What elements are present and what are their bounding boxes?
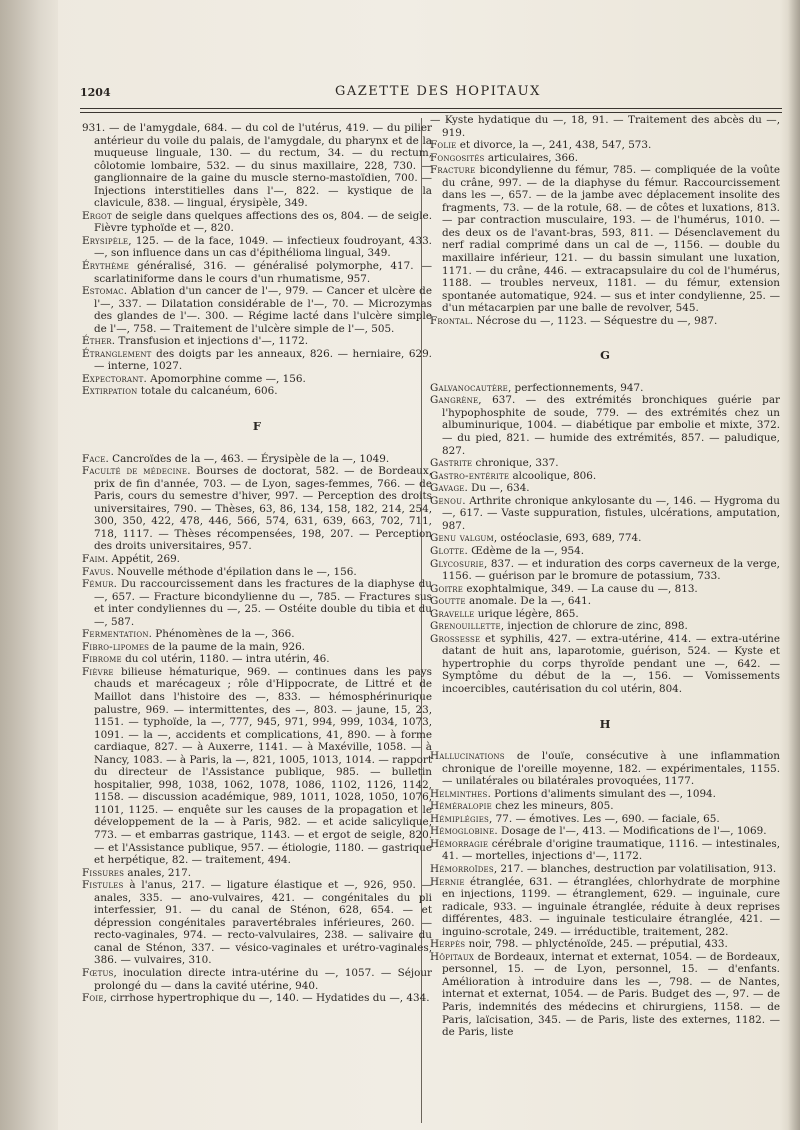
page-binding-shadow	[0, 0, 58, 1130]
index-entry	[82, 879, 432, 967]
section-letter: H	[599, 716, 611, 731]
entry-text: , 77. — émotives. Les —, 690. — faciale, 65.	[489, 812, 720, 825]
entry-text: cérébrale d'origine traumatique, 1116. — intestinales, 41. — mortelles, injections d'—, 1172.	[442, 837, 780, 863]
entry-text: . Dosage de l'—, 413. — Modifications de l'—, 1069.	[494, 825, 767, 838]
entry-text: chez les mineurs, 805.	[491, 800, 614, 813]
index-entry	[430, 495, 780, 533]
index-entry	[430, 152, 780, 165]
page-number: 1204	[80, 86, 111, 99]
index-entry	[430, 470, 780, 483]
entry-headword: Fibrome	[82, 653, 122, 666]
entry-headword: Glotte	[430, 544, 465, 557]
index-entry	[430, 788, 780, 801]
index-column-left	[82, 122, 432, 1005]
entry-text: . Nouvelle méthode d'épilation dans le —, 156.	[110, 565, 357, 578]
entry-text: noir, 798. — phlycténoïde, 245. — préputial, 433.	[465, 938, 728, 951]
entry-headword: Genou	[430, 494, 463, 507]
entry-text: . Nécrose du —, 1123. — Séquestre du —, 987.	[469, 314, 718, 327]
header-rule-thin	[80, 112, 782, 113]
entry-text: des doigts par les anneaux, 826. — herniaire, 629. — interne, 1027.	[94, 347, 432, 373]
entry-text: anales, 217.	[124, 866, 192, 879]
entry-text: , 125. — de la face, 1049. — infectieux foudroyant, 433. —, son influence dans un cas d'épithélioma lingual, 349.	[94, 234, 432, 260]
entry-text: bilieuse hématurique, 969. — continues dans les pays chauds et marécageux ; rôle d'Hippocrate, de Littré et de Maillot dans l'histoire des —, 833. — hémosphérinurique palustre, 969. — intermittentes, des —, 803. — jaune, 15, 23, 1151. — typhoïde, la —, 777, 945, 971, 994, 999, 1034, 1073, 1091. — la —, accidents et complications, 41, 890. — à forme cardiaque, 827. — à Auxerre, 1141. — à Maxéville, 1058. — à Nancy, 1083. — à Paris, la —, 821, 1005, 1013, 1014. — rapport du directeur de l'Assistance publique, 985. — bulletin hospitalier, 998, 1038, 1062, 1078, 1086, 1102, 1126, 1142, 1158. — discussion académique, 989, 1011, 1028, 1050, 1076, 1101, 1125. — enquête sur les causes de la propagation et le développement de la — à Paris, 982. — et acide salicylique, 773. — et embarras gastrique, 1143. — et ergot de seigle, 820. — et l'Assistance publique, 957. — étiologie, 1180. — gastrique et herpétique, 82. — traitement, 494.	[94, 665, 432, 867]
index-entry	[82, 578, 432, 628]
index-entry	[82, 465, 432, 553]
section-letter: F	[252, 419, 262, 434]
entry-headword: Grossesse	[430, 632, 481, 645]
entry-headword: Gangrène	[430, 394, 479, 407]
entry-text: , injection de chlorure de zinc, 898.	[500, 620, 688, 633]
entry-headword: Hémoglobine	[430, 825, 495, 838]
index-entry	[430, 595, 780, 608]
index-entry	[82, 566, 432, 579]
entry-text: étranglée, 631. — étranglées, chlorhydrate de morphine en injections, 1199. — étranglement, 629. — inguinale, cure radicale, 933. — inguinale étranglée, réduite à deux reprises différentes, 483. — inguinale testiculaire étranglée, 421. — inguino-scrotale, 249. — irréductible, traitement, 282.	[442, 875, 780, 938]
entry-headword: Galvanocautère	[430, 381, 508, 394]
entry-text: , 217. — blanches, destruction par volatilisation, 913.	[493, 862, 777, 875]
index-entry	[82, 967, 432, 992]
entry-text: de seigle dans quelques affections des os, 804. — de seigle. Fièvre typhoïde et —, 820.	[94, 209, 432, 235]
index-entry	[82, 867, 432, 880]
entry-headword: Fissures	[82, 866, 125, 879]
index-entry	[430, 633, 780, 696]
entry-text: chronique, 337.	[472, 457, 559, 470]
entry-text: généralisé, 316. — généralisé polymorphe, 417. — scarlatiniforme dans le cours d'un rhumatisme, 957.	[94, 260, 432, 285]
entry-headword: Favus	[82, 565, 111, 578]
index-entry	[82, 628, 432, 641]
index-entry	[430, 457, 780, 470]
entry-headword: Gravelle	[430, 607, 475, 620]
entry-headword: Faim	[82, 552, 105, 565]
entry-text: . Du raccourcissement dans les fractures de la diaphyse du —, 657. — Fracture bicondylienne du —, 785. — Fractures sus et inter condyliennes du —, 25. — Ostéite double du tibia et du —, 587.	[94, 578, 432, 628]
entry-headword: Fistules	[82, 879, 124, 892]
entry-text: articulaires, 366.	[484, 151, 579, 164]
entry-headword: Extirpation	[82, 385, 138, 398]
entry-headword: Fœtus	[82, 967, 114, 979]
entry-headword: Goutte	[430, 595, 466, 608]
entry-headword: Hallucinations	[430, 750, 505, 763]
entry-text: . Œdème de la —, 954.	[464, 544, 585, 557]
entry-text: . Ablation d'un cancer de l'—, 979. — Cancer et ulcère de l'—, 337. — Dilatation considérable de l'—, 70. — Microzymas des glandes de l'—. 300. — Régime lacté dans l'ulcère simple de l'—, 758. — Traitement de l'ulcère simple de l'—, 505.	[94, 285, 432, 335]
entry-headword: Hémorragie	[430, 837, 489, 850]
entry-headword: Frontal	[430, 314, 470, 327]
entry-text: et syphilis, 427. — extra-utérine, 414. — extra-utérine datant de huit ans, laparotomie, guérison, 524. — Kyste et hypertrophie du corps thyroïde pendant une —, 642. — Symptôme du début de la —, 156. — Vomissements incoercibles, cautérisation du col utérin, 804.	[442, 632, 780, 695]
entry-headword: Gavage	[430, 482, 465, 495]
entry-headword: Faculté de médecine	[82, 465, 188, 478]
index-entry	[82, 653, 432, 666]
entry-headword: Fongosités	[430, 151, 485, 164]
entry-text: , perfectionnements, 947.	[507, 381, 644, 394]
entry-text: . Phénomènes de la —, 366.	[148, 628, 295, 641]
entry-headword: Foie	[82, 992, 104, 1005]
entry-headword: Fièvre	[82, 665, 114, 678]
entry-text: , ostéoclasie, 693, 689, 774.	[493, 532, 642, 545]
entry-headword: Face	[82, 452, 106, 465]
index-entry	[430, 813, 780, 826]
index-entry	[430, 532, 780, 545]
section-letter: G	[600, 348, 610, 363]
index-entry	[430, 382, 780, 395]
page-header	[80, 84, 780, 110]
entry-headword: Fermentation	[82, 628, 149, 641]
entry-text: du col utérin, 1180. — intra utérin, 46.	[121, 653, 330, 666]
entry-headword: Goitre	[430, 582, 464, 595]
entry-headword: Fracture	[430, 164, 476, 177]
index-entry	[82, 385, 432, 398]
entry-text: de l'ouïe, consécutive à une inflammation chronique de l'oreille moyenne, 182. — expérimentales, 1155. — unilatérales ou bilatérales provoquées, 1177.	[442, 750, 780, 788]
index-entry	[430, 620, 780, 633]
running-title: GAZETTE DES HOPITAUX	[335, 84, 541, 99]
entry-headword: Hémorroïdes	[430, 862, 494, 875]
entry-headword: Érythème	[82, 260, 130, 273]
index-entry	[430, 863, 780, 876]
entry-text: , cirrhose hypertrophique du —, 140. — Hydatides du —, 434.	[103, 992, 430, 1005]
entry-headword: Hôpitaux	[430, 950, 475, 963]
index-entry	[430, 583, 780, 596]
entry-headword: Erysipèle	[82, 234, 129, 247]
index-entry	[82, 260, 432, 285]
index-entry	[82, 641, 432, 654]
entry-text: à l'anus, 217. — ligature élastique et —, 926, 950. — anales, 335. — ano-vulvaires, 421. — congénitales du pli interfessier, 91. — du canal de Sténon, 628, 654. — et dépression congénitales paravertébrales inférieures, 260. — recto-vaginales, 974. — recto-valvulaires, 238. — salivaire du canal de Sténon, 337. — vésico-vaginales et urétro-vaginales, 386. — vulvaires, 310.	[94, 879, 432, 967]
entry-headword: Helminthes	[430, 787, 488, 800]
entry-text: exophtalmique, 349. — La cause du —, 813.	[463, 582, 698, 595]
entry-text: . Cancroïdes de la —, 463. — Érysipèle de la —, 1049.	[105, 452, 390, 465]
index-entry	[82, 453, 432, 466]
index-entry-continued: — Kyste hydatique du —, 18, 91. — Traitement des abcès du —, 919.	[430, 114, 780, 139]
index-entry	[82, 992, 432, 1005]
entry-headword: Genu valgum	[430, 532, 494, 545]
entry-headword: Hernie	[430, 875, 465, 888]
index-entry	[430, 315, 780, 328]
entry-text: de Bordeaux, internat et externat, 1054. — de Bordeaux, personnel, 15. — de Lyon, personnel, 15. — d'enfants. Amélioration à introduire dans les —, 798. — de Nantes, internat et externat, 1054. — de Paris. Budget des —, 97. — de Paris, indemnités des médecins et chirurgiens, 1158. — de Paris, laïcisation, 345. — de Paris, liste des externes, 1182. — de Paris, liste	[442, 950, 780, 1039]
entry-headword: Herpès	[430, 938, 466, 951]
entry-text: . Appétit, 269.	[105, 552, 180, 565]
index-column-right	[430, 114, 780, 1039]
entry-text: totale du calcanéum, 606.	[137, 385, 278, 398]
entry-text: alcoolique, 806.	[509, 469, 597, 482]
entry-headword: Étranglement	[82, 347, 152, 360]
index-entry	[430, 545, 780, 558]
entry-headword: Gastro-entérite	[430, 469, 510, 482]
index-entry	[82, 348, 432, 373]
index-entry	[430, 164, 780, 315]
entry-headword: Fémur	[82, 578, 114, 591]
entry-text: . Portions d'aliments simulant des —, 1094.	[487, 787, 716, 800]
entry-text: . Bourses de doctorat, 582. — de Bordeaux, prix de fin d'année, 703. — de Lyon, sages-femmes, 766. — de Paris, cours du semestre d'hiver, 997. — Perception des droits universitaires, 790. — Thèses, 63, 86, 134, 158, 182, 214, 254, 300, 350, 422, 478, 446, 566, 574, 631, 639, 663, 702, 711, 718, 1117. — Thèses récompensées, 198, 207. — Perception des droits universitaires, 957.	[94, 465, 432, 553]
index-entry	[430, 750, 780, 788]
index-entry	[430, 394, 780, 457]
entry-text: et divorce, la —, 241, 438, 547, 573.	[456, 139, 652, 152]
entry-text: . Apomorphine comme —, 156.	[143, 372, 306, 385]
entry-headword: Éther	[82, 335, 112, 348]
index-entry	[82, 553, 432, 566]
index-entry	[430, 838, 780, 863]
entry-text: urique légère, 865.	[474, 607, 579, 620]
entry-text: , 837. — et induration des corps caverneux de la verge, 1156. — guérison par le bromure de potassium, 733.	[442, 557, 780, 583]
index-entry	[430, 558, 780, 583]
entry-text: de la paume de la main, 926.	[149, 640, 305, 653]
entry-headword: Glycosurie	[430, 557, 484, 570]
index-entry	[82, 373, 432, 386]
index-entry	[430, 876, 780, 939]
index-entry	[430, 825, 780, 838]
entry-headword: Estomac	[82, 285, 124, 298]
entry-headword: Hémiplégies	[430, 812, 490, 825]
entry-headword: Expectorant	[82, 372, 144, 385]
header-rule-thick	[80, 108, 782, 109]
index-entry	[82, 666, 432, 867]
entry-text: . Arthrite chronique ankylosante du —, 146. — Hygroma du —, 617. — Vaste suppuration, fistules, ulcérations, amputation, 987.	[442, 494, 780, 532]
entry-headword: Grenouillette	[430, 620, 501, 633]
entry-text: bicondylienne du fémur, 785. — compliquée de la voûte du crâne, 997. — de la diaphyse du fémur. Raccourcissement dans les —, 657. — de la jambe avec déplacement insolite des fragments, 73. — de la rotule, 68. — de côtes et luxations, 813. — par contraction musculaire, 193. — de l'humérus, 1010. — des deux os de l'avant-bras, 593, 811. — Désenclavement du nerf radial comprimé dans un cal de —, 1156. — double du maxillaire inférieur, 121. — du bassin simulant une luxation, 1171. — du crâne, 446. — extracapsulaire du col de l'humérus, 1188. — troubles nerveux, 1181. — du fémur, extension spontanée automatique, 924. — sus et inter condylienne, 25. — d'un métacarpien par une balle de revolver, 545.	[442, 164, 780, 315]
index-entry	[430, 800, 780, 813]
entry-text: . Du —, 634.	[464, 482, 530, 495]
entry-headword: Ergot	[82, 209, 112, 222]
index-entry	[430, 139, 780, 152]
index-entry	[82, 210, 432, 235]
index-entry	[82, 335, 432, 348]
entry-text: , 637. — des extrémités bronchiques guérie par l'hypophosphite de soude, 779. — des extrémités chez un albuminurique, 1004. — diabétique par embolie et mixte, 372. — du pied, 821. — humide des extrémités, 857. — paludique, 827.	[442, 394, 780, 457]
entry-text: , inoculation directe intra-utérine du —, 1057. — Séjour prolongé du — dans la cavité utérine, 940.	[94, 967, 432, 992]
page-edge-shadow	[788, 0, 800, 1130]
index-entry	[82, 235, 432, 260]
entry-headword: Héméralopie	[430, 800, 492, 813]
index-entry	[430, 938, 780, 951]
entry-text: . Transfusion et injections d'—, 1172.	[111, 335, 309, 348]
entry-headword: Fibro-lipomes	[82, 640, 150, 653]
entry-headword: Folie	[430, 139, 457, 152]
index-entry	[430, 482, 780, 495]
index-entry	[430, 951, 780, 1039]
index-entry	[430, 608, 780, 621]
index-entry-continued: 931. — de l'amygdale, 684. — du col de l'utérus, 419. — du pilier antérieur du voile du palais, de l'amygdale, du pharynx et de la muqueuse linguale, 130. — du rectum, 34. — du rectum, côlotomie lombaire, 532. — du sinus maxillaire, 228, 730. — ganglionnaire de la gaine du muscle sterno-mastoïdien, 700. — Injections interstitielles dans l'—, 822. — kystique de la clavicule, 838. — lingual, érysipèle, 349.	[82, 122, 432, 210]
index-entry	[82, 285, 432, 335]
entry-headword: Gastrite	[430, 457, 473, 470]
entry-text: anomale. De la —, 641.	[465, 595, 592, 608]
